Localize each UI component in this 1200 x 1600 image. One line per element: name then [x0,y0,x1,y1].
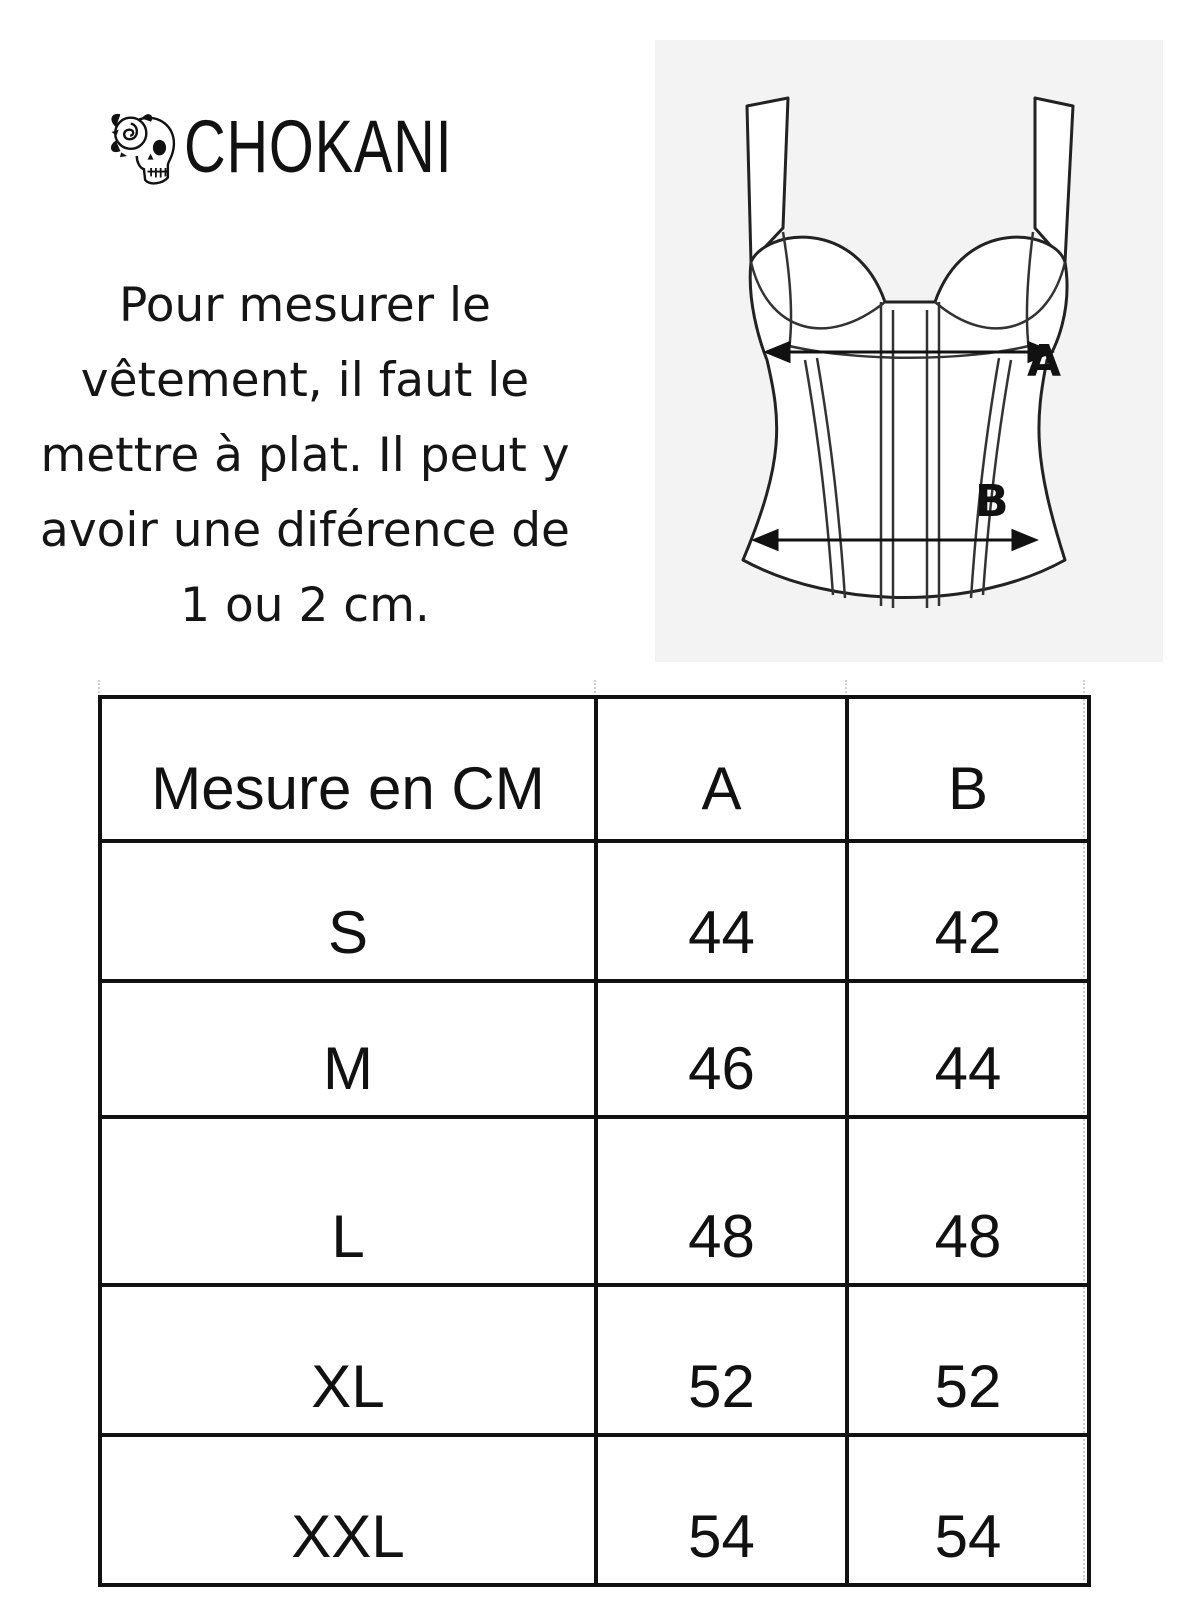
b-value-cell: 44 [847,981,1089,1117]
b-value-cell: 42 [847,841,1089,981]
instruction-line: mettre à plat. Il peut y [40,428,570,483]
table-header-row [100,697,1089,841]
corset-outline-icon [655,40,1163,662]
size-cell: L [100,1117,596,1285]
brand-name: CHOKANI [183,105,453,188]
a-value-cell: 44 [596,841,847,981]
header-a: A [596,697,847,841]
measuring-instructions [0,268,610,643]
skull-with-rose-icon [108,72,180,222]
size-cell: S [100,841,596,981]
table-row [100,1285,1089,1435]
table-row [100,981,1089,1117]
table-row [100,1435,1089,1585]
a-value-cell: 46 [596,981,847,1117]
instruction-line: vêtement, il faut le [80,353,530,408]
size-cell: XXL [100,1435,596,1585]
measurement-label-b: B [975,476,1009,527]
instruction-line: 1 ou 2 cm. [180,578,430,633]
measurement-label-a: A [1027,336,1062,387]
a-value-cell: 48 [596,1117,847,1285]
b-value-cell: 52 [847,1285,1089,1435]
a-value-cell: 54 [596,1435,847,1585]
size-chart-table [98,695,1091,1587]
measurement-diagram [655,40,1163,662]
b-value-cell: 54 [847,1435,1089,1585]
a-value-cell: 52 [596,1285,847,1435]
brand-header [108,72,528,222]
header-measure: Mesure en CM [100,697,596,841]
b-value-cell: 48 [847,1117,1089,1285]
instruction-line: avoir une diférence de [40,503,570,558]
instruction-line: Pour mesurer le [119,278,491,333]
header-b: B [847,697,1089,841]
table-row [100,841,1089,981]
size-cell: M [100,981,596,1117]
size-cell: XL [100,1285,596,1435]
table-row [100,1117,1089,1285]
